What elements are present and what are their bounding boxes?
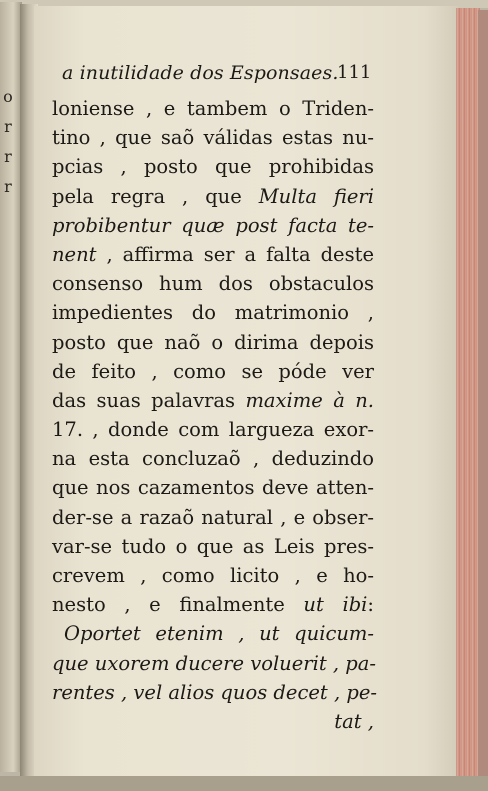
text-line xyxy=(52,211,374,240)
text-line xyxy=(52,123,374,152)
scan-bottom-edge xyxy=(0,776,488,791)
text-segment: der-se a razaõ natural , e obser- xyxy=(52,505,374,529)
italic-text: maxime à n. xyxy=(245,388,374,412)
text-line xyxy=(52,328,374,357)
page-fore-edge xyxy=(456,8,480,778)
text-segment: var-se tudo o que as Leis pres- xyxy=(52,534,374,558)
text-segment: tino , que saõ válidas estas nu- xyxy=(52,126,374,150)
italic-text: nent xyxy=(52,242,97,266)
text-line xyxy=(52,386,374,415)
text-line xyxy=(52,357,374,386)
text-segment: 17. , donde com largueza exor- xyxy=(52,418,374,442)
book-cover-edge xyxy=(478,10,488,778)
text-segment: , affirma ser a falta deste xyxy=(96,242,374,266)
text-segment: nesto , e finalmente xyxy=(52,593,304,617)
text-segment: crevem , como licito , e ho- xyxy=(52,564,374,587)
text-line xyxy=(52,94,374,123)
text-line xyxy=(52,240,374,269)
italic-text: rentes , vel alios quos decet , pe- xyxy=(52,680,377,704)
text-line xyxy=(52,678,377,707)
text-segment: pela regra , que xyxy=(52,184,259,208)
text-segment: loniense , e tambem o Triden- xyxy=(52,97,374,120)
page-text xyxy=(52,62,377,736)
text-line xyxy=(52,298,374,327)
italic-text: que uxorem ducere voluerit , pa- xyxy=(52,651,376,675)
italic-text: ut ibi xyxy=(303,593,368,617)
text-line xyxy=(52,182,374,211)
page-number: 111 xyxy=(337,62,372,83)
text-line xyxy=(52,649,374,678)
running-head xyxy=(52,62,374,94)
text-segment: na esta concluzaõ , deduzindo xyxy=(52,447,374,471)
text-line xyxy=(52,415,374,444)
facing-page-fragments xyxy=(0,82,16,202)
body-text xyxy=(52,94,377,736)
margin-fragment: r xyxy=(4,117,12,136)
margin-fragment: o xyxy=(3,87,13,106)
text-segment: consenso hum dos obstaculos xyxy=(52,272,374,296)
text-line xyxy=(52,619,374,648)
text-line xyxy=(52,269,374,298)
margin-fragment: r xyxy=(4,147,12,166)
text-line xyxy=(52,503,374,532)
text-segment: das suas palavras xyxy=(52,388,246,412)
running-head-title: a inutilidade dos Esponsaes. xyxy=(62,62,339,84)
text-segment: de feito , como se póde ver xyxy=(52,359,374,383)
text-segment: : xyxy=(367,593,374,617)
facing-page-edge xyxy=(0,2,22,772)
italic-text: probibentur quæ post facta te- xyxy=(52,213,374,237)
italic-text: tat , xyxy=(334,709,374,733)
text-segment: impedientes do matrimonio , xyxy=(52,301,374,325)
italic-text: Multa fieri xyxy=(258,184,374,208)
italic-text: Oportet etenim , ut quicum- xyxy=(64,622,374,646)
text-segment: pcias , posto que prohibidas xyxy=(52,155,374,179)
text-line xyxy=(52,152,374,181)
text-line xyxy=(52,707,374,736)
text-segment: posto que naõ o dirima depois xyxy=(52,330,374,354)
text-line xyxy=(52,444,374,473)
text-line xyxy=(52,561,374,590)
text-line xyxy=(52,532,374,561)
text-line xyxy=(52,590,374,619)
margin-fragment: r xyxy=(4,177,12,196)
text-segment: que nos cazamentos deve atten- xyxy=(52,476,374,500)
text-line xyxy=(52,473,374,502)
